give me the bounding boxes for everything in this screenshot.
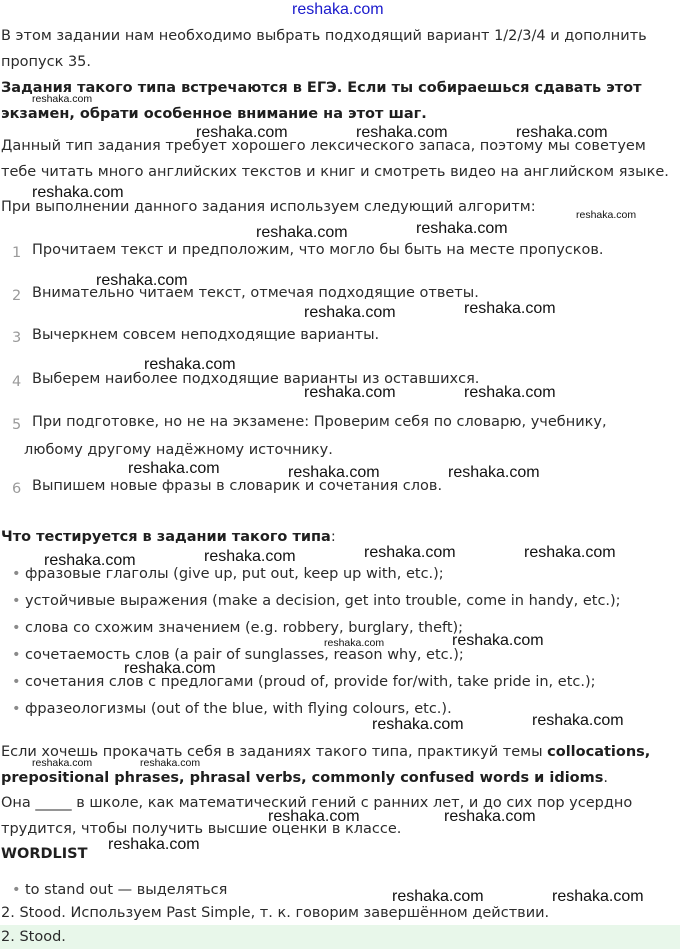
list-item: • сочетаемость слов (a pair of sunglasses, reason why, etc.); xyxy=(12,642,672,669)
watermark: reshaka.com xyxy=(448,464,540,481)
list-item: • слова со схожим значением (e.g. robbery, burglary, theft); xyxy=(12,615,672,642)
step-item: Выпишем новые фразы в словарик и сочетания слов. xyxy=(32,478,443,494)
watermark: reshaka.com xyxy=(268,808,360,825)
watermark: reshaka.com xyxy=(108,836,200,853)
bullet-icon: • xyxy=(12,647,21,663)
practice-paragraph: Если хочешь прокачать себя в заданиях такого типа, практикуй темы collocations, prepositional phrases, phrasal verbs, commonly confused words и idioms. xyxy=(1,744,651,786)
watermark: reshaka.com xyxy=(204,548,296,565)
step-number: 5 xyxy=(12,417,22,433)
watermark: reshaka.com xyxy=(288,464,380,481)
watermark: reshaka.com xyxy=(44,552,136,569)
site-logo-link[interactable]: reshaka.com xyxy=(292,1,384,18)
step-item: Вычеркнем совсем неподходящие варианты. xyxy=(32,327,380,343)
watermark: reshaka.com xyxy=(452,632,544,649)
wordlist-heading: WORDLIST xyxy=(1,846,88,862)
watermark: reshaka.com xyxy=(140,757,201,769)
bullet-icon: • xyxy=(12,882,21,898)
answer-text: 2. Stood. xyxy=(1,929,66,945)
watermark: reshaka.com xyxy=(32,184,124,201)
watermark: reshaka.com xyxy=(196,124,288,141)
watermark: reshaka.com xyxy=(532,712,624,729)
watermark: reshaka.com xyxy=(392,888,484,905)
step-item: Прочитаем текст и предположим, что могло бы быть на месте пропусков. xyxy=(32,242,604,258)
list-item: • сочетания слов с предлогами (proud of, provide for/with, take pride in, etc.); xyxy=(12,669,672,696)
step-number: 4 xyxy=(12,374,22,390)
watermark: reshaka.com xyxy=(576,209,637,221)
bullet-icon: • xyxy=(12,566,21,582)
watermark: reshaka.com xyxy=(96,272,188,289)
watermark: reshaka.com xyxy=(324,637,385,649)
step-number: 3 xyxy=(12,330,22,346)
watermark: reshaka.com xyxy=(128,460,220,477)
bullet-icon: • xyxy=(12,701,21,717)
step-number: 1 xyxy=(12,245,22,261)
watermark: reshaka.com xyxy=(444,808,536,825)
watermark: reshaka.com xyxy=(144,356,236,373)
tested-heading: Что тестируется в задании такого типа: xyxy=(1,529,336,545)
watermark: reshaka.com xyxy=(464,384,556,401)
watermark: reshaka.com xyxy=(524,544,616,561)
watermark: reshaka.com xyxy=(32,757,93,769)
watermark: reshaka.com xyxy=(32,93,93,105)
vocab-advice-paragraph: Данный тип задания требует хорошего лексического запаса, поэтому мы советуем тебе читать много английских текстов и книг и смотреть видео на английском языке. xyxy=(1,138,669,180)
list-item: • фразовые глаголы (give up, put out, keep up with, etc.); xyxy=(12,561,672,588)
list-item: • устойчивые выражения (make a decision, get into trouble, come in handy, etc.); xyxy=(12,588,672,615)
bullet-icon: • xyxy=(12,620,21,636)
watermark: reshaka.com xyxy=(372,716,464,733)
step-item: При подготовке, но не на экзамене: Проверим себя по словарю, учебнику, любому другому надёжному источнику. xyxy=(24,414,607,458)
step-item: Выберем наиболее подходящие варианты из оставшихся. xyxy=(32,371,480,387)
watermark: reshaka.com xyxy=(304,384,396,401)
watermark: reshaka.com xyxy=(552,888,644,905)
watermark: reshaka.com xyxy=(516,124,608,141)
watermark: reshaka.com xyxy=(356,124,448,141)
step-number: 6 xyxy=(12,481,22,497)
step-item: Внимательно читаем текст, отмечая подходящие ответы. xyxy=(32,285,479,301)
watermark: reshaka.com xyxy=(304,304,396,321)
task-sentence: Она _____ в школе, как математический гений с ранних лет, и до сих пор усердно трудится, чтобы получить высшие оценки в классе. xyxy=(1,795,633,837)
algorithm-intro: При выполнении данного задания используем следующий алгоритм: xyxy=(1,199,536,215)
watermark: reshaka.com xyxy=(416,220,508,237)
list-item: • фразеологизмы (out of the blue, with flying colours, etc.). xyxy=(12,696,672,723)
watermark: reshaka.com xyxy=(464,300,556,317)
intro-paragraph: В этом задании нам необходимо выбрать подходящий вариант 1/2/3/4 и дополнить пропуск 35. xyxy=(1,28,647,70)
bullet-icon: • xyxy=(12,593,21,609)
answer-highlight xyxy=(0,925,680,949)
exam-note: Задания такого типа встречаются в ЕГЭ. Если ты собираешься сдавать этот экзамен, обрати особенное внимание на этот шаг. xyxy=(1,80,642,122)
wordlist-item: • to stand out — выделяться xyxy=(12,877,672,904)
answer-explanation: 2. Stood. Используем Past Simple, т. к. говорим завершённом действии. xyxy=(1,905,550,921)
watermark: reshaka.com xyxy=(364,544,456,561)
watermark: reshaka.com xyxy=(256,224,348,241)
step-number: 2 xyxy=(12,288,22,304)
bullet-icon: • xyxy=(12,674,21,690)
watermark: reshaka.com xyxy=(124,660,216,677)
